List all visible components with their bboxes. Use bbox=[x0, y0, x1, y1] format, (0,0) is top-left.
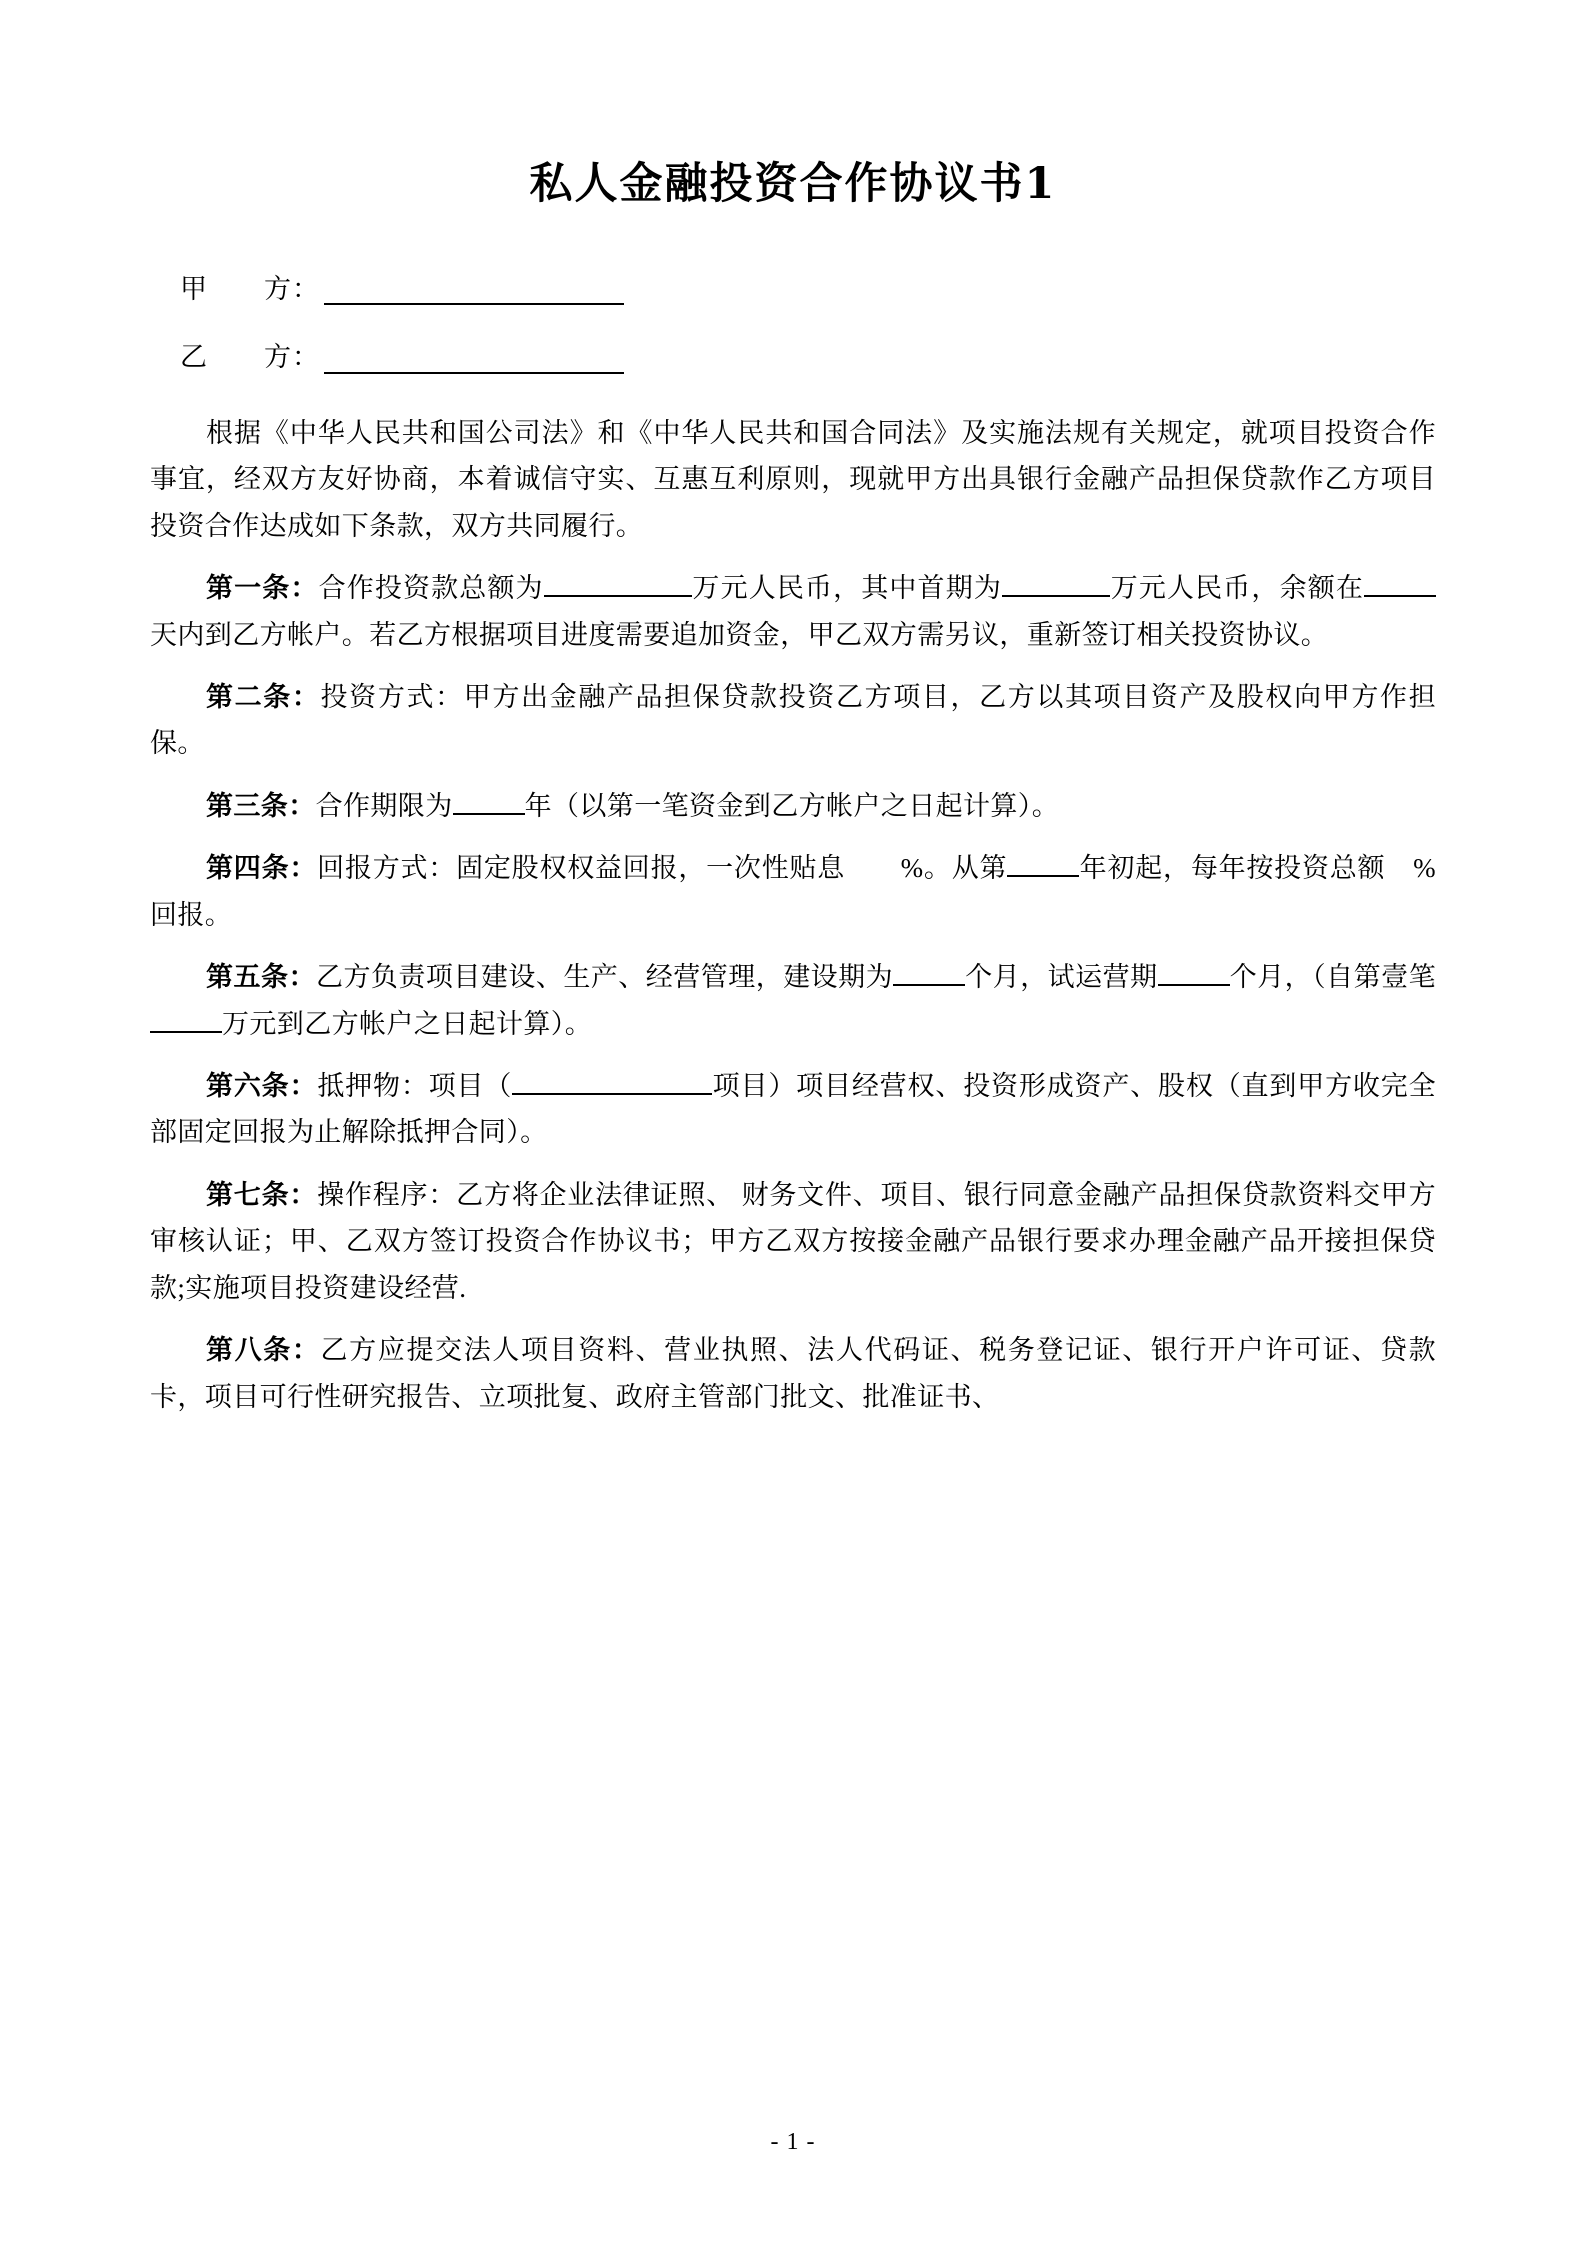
clause-2-label: 第二条： bbox=[206, 681, 321, 712]
clause-8-seg-1: 乙方应提交法人项目资料、营业执照、法人代码证、税务登记证、银行开户许可证、贷款卡，项目可行性研究报告、立项批复、政府主管部门批文、批准证书、 bbox=[150, 1335, 1436, 1412]
party-label-yi: 乙 方： bbox=[180, 342, 320, 373]
clause-2-seg-1: 投资方式：甲方出金融产品担保贷款投资乙方项目，乙方以其项目资产及股权向甲方作担保。 bbox=[150, 681, 1436, 759]
clause-8 bbox=[150, 1327, 1436, 1420]
clause-5-seg-3: 个月，（自第壹笔 bbox=[1229, 962, 1437, 993]
clause-1-seg-2: 万元人民币，其中首期为 bbox=[691, 573, 1002, 604]
clause-3-label: 第三条： bbox=[206, 790, 316, 821]
clause-5-blank-1[interactable] bbox=[893, 984, 965, 986]
clause-5-blank-2[interactable] bbox=[1158, 984, 1230, 986]
clause-6-seg-2: 项目）项目经营权、投资形成资产、股权（直到甲方收完全部固定回报为止解除抵押合同）。 bbox=[150, 1071, 1436, 1148]
party-label-jia: 甲 方： bbox=[180, 274, 320, 304]
clause-4 bbox=[150, 845, 1436, 938]
preamble-paragraph: 根据《中华人民共和国公司法》和《中华人民共和国合同法》及实施法规有关规定，就项目投资合作事宜，经双方友好协商，本着诚信守实、互惠互利原则，现就甲方出具银行金融产品担保贷款作乙方项目投资合作达成如下条款，双方共同履行。 bbox=[150, 417, 1436, 541]
clause-3-seg-1: 合作期限为 bbox=[315, 790, 453, 821]
party-row-yi bbox=[150, 341, 1436, 373]
clause-4-label: 第四条： bbox=[206, 853, 318, 884]
party-blank-yi[interactable] bbox=[324, 346, 624, 374]
clause-5 bbox=[150, 954, 1436, 1047]
page-title: 私人金融投资合作协议书1 bbox=[529, 159, 1057, 209]
clause-1-label: 第一条： bbox=[206, 573, 319, 604]
clause-1-seg-4: 天内到乙方帐户。若乙方根据项目进度需要追加资金，甲乙双方需另议，重新签订相关投资协议。 bbox=[150, 619, 1329, 650]
clause-7-seg-1: 操作程序：乙方将企业法律证照、 财务文件、项目、银行同意金融产品担保贷款资料交甲方审核认证；甲、乙双方签订投资合作协议书；甲方乙双方按接金融产品银行要求办理金融产品开接担保贷款;实施项目投资建设经营. bbox=[150, 1179, 1436, 1303]
clause-4-seg-2: 年初起，每年按投资总额 %回报。 bbox=[150, 853, 1436, 930]
clause-7 bbox=[150, 1172, 1436, 1311]
clause-5-seg-2: 个月，试运营期 bbox=[965, 962, 1158, 993]
clause-6 bbox=[150, 1063, 1436, 1156]
clause-6-blank-1[interactable] bbox=[512, 1093, 712, 1095]
clause-5-seg-4: 万元到乙方帐户之日起计算）。 bbox=[222, 1008, 593, 1039]
clause-6-seg-1: 抵押物：项目（ bbox=[317, 1071, 513, 1102]
clause-5-label: 第五条： bbox=[206, 962, 316, 993]
clause-8-label: 第八条： bbox=[206, 1335, 321, 1366]
clause-1-seg-3: 万元人民币，余额在 bbox=[1109, 573, 1364, 604]
clause-3-seg-2: 年（以第一笔资金到乙方帐户之日起计算）。 bbox=[524, 790, 1060, 821]
clause-6-label: 第六条： bbox=[206, 1071, 318, 1102]
clause-2 bbox=[150, 674, 1436, 767]
clause-1 bbox=[150, 565, 1436, 658]
clause-1-seg-1: 合作投资款总额为 bbox=[318, 573, 544, 604]
clause-1-blank-1[interactable] bbox=[544, 595, 692, 597]
party-blank-jia[interactable] bbox=[324, 277, 624, 305]
clause-4-seg-1: 回报方式：固定股权权益回报，一次性贴息 %。从第 bbox=[317, 853, 1008, 884]
clause-7-label: 第七条： bbox=[206, 1179, 318, 1210]
page-footer-number: - 1 - bbox=[770, 2129, 816, 2155]
clause-3-blank-1[interactable] bbox=[453, 813, 525, 815]
clause-1-blank-3[interactable] bbox=[1364, 595, 1436, 597]
clause-3 bbox=[150, 783, 1436, 829]
clause-5-blank-3[interactable] bbox=[150, 1031, 222, 1033]
party-row-jia bbox=[150, 273, 1436, 305]
clause-4-blank-1[interactable] bbox=[1007, 875, 1079, 877]
clause-1-blank-2[interactable] bbox=[1002, 595, 1110, 597]
clause-5-seg-1: 乙方负责项目建设、生产、经营管理，建设期为 bbox=[315, 962, 894, 993]
